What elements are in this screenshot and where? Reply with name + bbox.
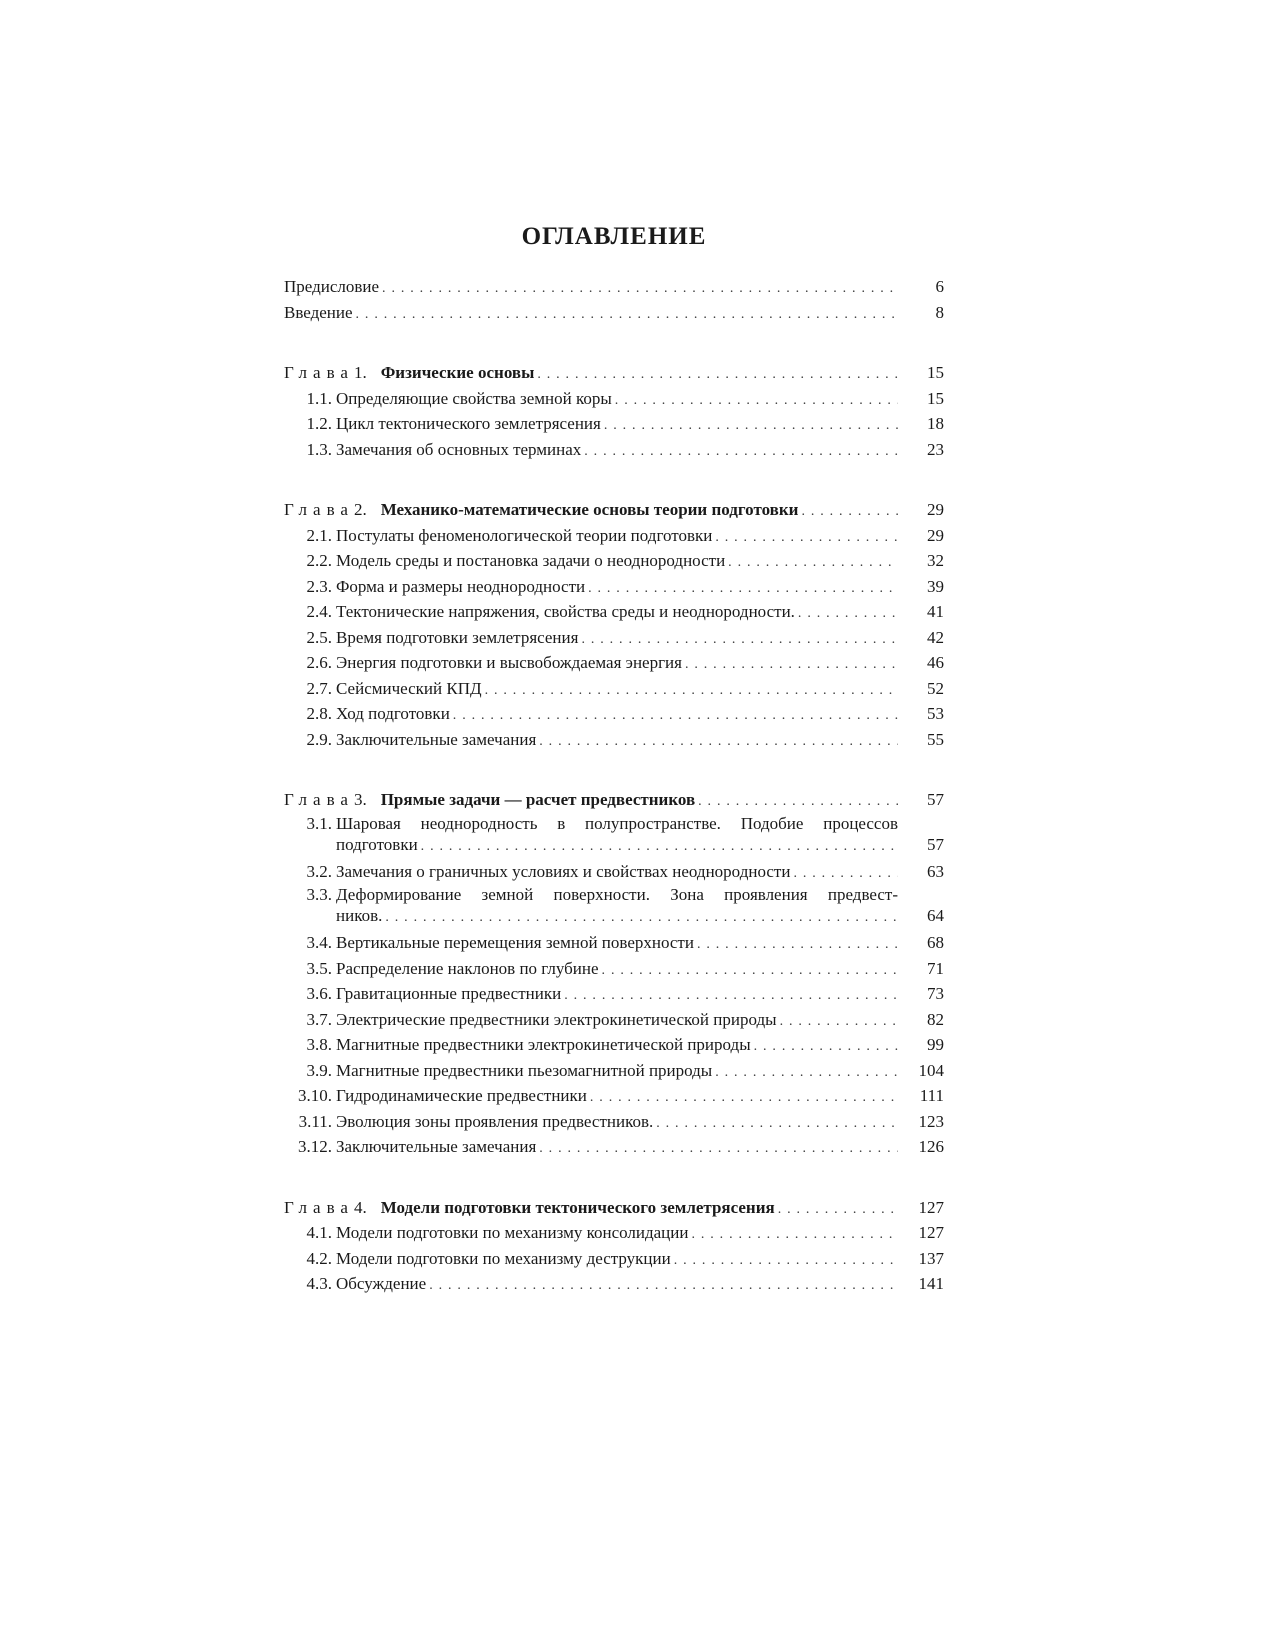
chapter-prefix: Глава xyxy=(284,363,354,382)
section-label-line1: Шаровая неоднородность в полупространстве. Подобие процессов xyxy=(336,813,898,833)
toc-section[interactable] xyxy=(284,727,944,753)
chapter-number: 1. xyxy=(353,363,367,382)
section-label: Замечания об основных терминах xyxy=(336,439,582,459)
section-number: 3.3. xyxy=(306,885,332,904)
entry-page: 29 xyxy=(927,500,944,519)
toc-section[interactable] xyxy=(284,1220,944,1246)
entry-page: 104 xyxy=(918,1060,944,1080)
section-number: 2.1. xyxy=(306,525,332,545)
toc-entry-introduction[interactable] xyxy=(284,300,944,326)
section-number: 3.12. xyxy=(298,1137,332,1156)
section-label-line2: ников. xyxy=(336,906,383,925)
entry-page: 137 xyxy=(918,1248,944,1268)
toc-section[interactable] xyxy=(284,599,944,625)
section-label: Обсуждение xyxy=(336,1274,427,1293)
section-label: Эволюция зоны проявления предвестников. xyxy=(336,1111,654,1131)
section-label: Цикл тектонического землетрясения xyxy=(336,414,601,433)
toc-section[interactable] xyxy=(284,1134,944,1160)
toc-entry-preface[interactable] xyxy=(284,274,944,300)
section-label: Постулаты феноменологической теории подготовки xyxy=(336,525,713,545)
toc-section[interactable] xyxy=(284,981,944,1007)
section-label: Электрические предвестники электрокинетической природы xyxy=(336,1009,777,1029)
section-label: Модель среды и постановка задачи о неоднородности xyxy=(336,551,726,570)
section-number: 2.3. xyxy=(306,576,332,596)
section-number: 1.3. xyxy=(306,439,332,459)
entry-page: 127 xyxy=(918,1197,944,1217)
dot-leader xyxy=(754,1034,898,1060)
section-label: Гидродинамические предвестники xyxy=(336,1086,587,1105)
toc-section[interactable] xyxy=(284,386,944,412)
chapter-title: Прямые задачи — расчет предвестников xyxy=(380,790,696,809)
section-label: Заключительные замечания xyxy=(336,729,537,749)
entry-page: 141 xyxy=(918,1274,944,1293)
toc-section[interactable] xyxy=(284,650,944,676)
dot-leader xyxy=(798,601,898,627)
toc-section[interactable] xyxy=(284,676,944,702)
entry-page: 29 xyxy=(927,525,944,545)
section-number: 3.10. xyxy=(298,1086,332,1105)
entry-page: 64 xyxy=(927,906,944,925)
toc-section[interactable] xyxy=(284,701,944,727)
dot-leader xyxy=(421,836,898,857)
toc-section[interactable] xyxy=(284,548,944,574)
entry-page: 73 xyxy=(927,984,944,1003)
section-label: Энергия подготовки и высвобождаемая энергия xyxy=(336,653,682,672)
entry-page: 46 xyxy=(927,653,944,672)
dot-leader xyxy=(691,1222,898,1248)
toc-section[interactable] xyxy=(284,956,944,982)
toc-section[interactable] xyxy=(284,1083,944,1109)
section-label-line2: подготовки xyxy=(336,834,418,854)
toc-section[interactable] xyxy=(284,1246,944,1272)
entry-page: 55 xyxy=(927,729,944,749)
dot-leader xyxy=(674,1248,898,1274)
dot-leader xyxy=(697,932,898,958)
section-number: 4.3. xyxy=(306,1274,332,1293)
section-number: 2.5. xyxy=(306,627,332,647)
toc-chapter-4[interactable] xyxy=(284,1195,944,1221)
dot-leader xyxy=(801,499,898,525)
section-number: 3.2. xyxy=(306,861,332,881)
section-number: 2.8. xyxy=(306,704,332,723)
entry-page: 57 xyxy=(927,790,944,809)
section-label: Гравитационные предвестники xyxy=(336,984,562,1003)
dot-leader xyxy=(382,276,898,302)
toc-section[interactable] xyxy=(284,625,944,651)
section-number: 3.4. xyxy=(306,933,332,952)
entry-label: Введение xyxy=(284,302,353,322)
entry-page: 23 xyxy=(927,439,944,459)
section-label: Вертикальные перемещения земной поверхности xyxy=(336,933,694,952)
dot-leader xyxy=(564,983,898,1009)
section-label: Модели подготовки по механизму консолидации xyxy=(336,1223,689,1242)
dot-leader xyxy=(590,1085,898,1111)
section-number: 2.4. xyxy=(306,602,332,621)
section-label: Модели подготовки по механизму деструкции xyxy=(336,1248,671,1268)
section-label: Время подготовки землетрясения xyxy=(336,627,579,647)
entry-page: 32 xyxy=(927,551,944,570)
toc-title: ОГЛАВЛЕНИЕ xyxy=(521,223,707,250)
entry-page: 126 xyxy=(918,1137,944,1156)
toc-chapter-2[interactable] xyxy=(284,497,944,523)
dot-leader xyxy=(385,907,898,928)
section-number: 3.1. xyxy=(306,813,332,833)
section-number: 4.1. xyxy=(306,1223,332,1242)
section-label: Распределение наклонов по глубине xyxy=(336,958,599,978)
dot-leader xyxy=(453,703,898,729)
section-number: 2.9. xyxy=(306,729,332,749)
dot-leader xyxy=(685,652,898,678)
entry-page: 52 xyxy=(927,678,944,698)
dot-leader xyxy=(615,388,898,414)
chapter-number: 4. xyxy=(353,1197,367,1217)
chapter-prefix: Глава xyxy=(284,500,354,519)
entry-page: 8 xyxy=(935,302,944,322)
toc-section[interactable] xyxy=(284,574,944,600)
toc-section[interactable] xyxy=(284,523,944,549)
entry-page: 71 xyxy=(927,958,944,978)
dot-leader xyxy=(728,550,898,576)
section-number: 3.7. xyxy=(306,1009,332,1029)
section-number: 3.6. xyxy=(306,984,332,1003)
entry-page: 42 xyxy=(927,627,944,647)
section-label-line1: Деформирование земной поверхности. Зона проявления предвест- xyxy=(336,885,898,904)
entry-page: 127 xyxy=(918,1223,944,1242)
dot-leader xyxy=(429,1273,898,1299)
dot-leader xyxy=(656,1111,898,1137)
toc-section[interactable] xyxy=(284,859,944,885)
dot-leader xyxy=(715,525,898,551)
toc-section[interactable] xyxy=(284,1271,944,1297)
dot-leader xyxy=(539,729,898,755)
dot-leader xyxy=(715,1060,898,1086)
entry-page: 82 xyxy=(927,1009,944,1029)
chapter-number: 2. xyxy=(353,500,367,519)
entry-page: 39 xyxy=(927,576,944,596)
dot-leader xyxy=(604,413,898,439)
section-label: Магнитные предвестники пьезомагнитной природы xyxy=(336,1060,713,1080)
section-label: Замечания о граничных условиях и свойствах неоднородности xyxy=(336,861,791,881)
entry-page: 63 xyxy=(927,861,944,881)
entry-page: 15 xyxy=(927,388,944,408)
toc-section[interactable] xyxy=(284,930,944,956)
section-number: 2.6. xyxy=(306,653,332,672)
entry-page: 6 xyxy=(935,277,944,296)
section-label: Определяющие свойства земной коры xyxy=(336,388,612,408)
dot-leader xyxy=(539,1136,898,1162)
dot-leader xyxy=(602,958,898,984)
dot-leader xyxy=(584,439,898,465)
toc-section[interactable] xyxy=(284,1007,944,1033)
chapter-number: 3. xyxy=(353,790,367,809)
section-number: 3.8. xyxy=(306,1035,332,1054)
toc-chapter-3[interactable] xyxy=(284,787,944,813)
section-label: Форма и размеры неоднородности xyxy=(336,576,586,596)
section-number: 4.2. xyxy=(306,1248,332,1268)
section-label: Ход подготовки xyxy=(336,704,450,723)
toc-section[interactable] xyxy=(284,1109,944,1135)
dot-leader xyxy=(778,1197,898,1223)
section-number: 3.11. xyxy=(298,1111,332,1131)
section-label: Магнитные предвестники электрокинетической природы xyxy=(336,1035,751,1054)
dot-leader xyxy=(588,576,898,602)
dot-leader xyxy=(356,302,898,328)
chapter-prefix: Глава xyxy=(284,790,354,809)
chapter-title: Модели подготовки тектонического землетрясения xyxy=(380,1197,775,1217)
toc-section[interactable] xyxy=(284,1032,944,1058)
entry-page: 53 xyxy=(927,704,944,723)
section-number: 3.5. xyxy=(306,958,332,978)
section-label: Заключительные замечания xyxy=(336,1137,537,1156)
entry-page: 99 xyxy=(927,1035,944,1054)
toc-section[interactable] xyxy=(284,1058,944,1084)
toc-section[interactable] xyxy=(284,437,944,463)
dot-leader xyxy=(780,1009,898,1035)
dot-leader xyxy=(485,678,898,704)
entry-page: 18 xyxy=(927,414,944,433)
entry-page: 111 xyxy=(919,1086,944,1105)
section-number: 1.2. xyxy=(306,414,332,433)
section-number: 1.1. xyxy=(306,388,332,408)
entry-page: 41 xyxy=(927,602,944,621)
chapter-prefix: Глава xyxy=(284,1197,354,1217)
entry-label: Предисловие xyxy=(284,277,380,296)
chapter-title: Механико-математические основы теории подготовки xyxy=(380,500,799,519)
section-label: Тектонические напряжения, свойства среды и неоднородности. xyxy=(336,602,795,621)
dot-leader xyxy=(537,362,898,388)
toc-section[interactable] xyxy=(284,411,944,437)
table-of-contents xyxy=(284,222,944,1297)
section-number: 2.2. xyxy=(306,551,332,570)
toc-section-multiline[interactable] xyxy=(284,884,944,930)
dot-leader xyxy=(793,861,898,887)
entry-page: 68 xyxy=(927,933,944,952)
toc-chapter-1[interactable] xyxy=(284,360,944,386)
section-number: 3.9. xyxy=(306,1060,332,1080)
entry-page: 123 xyxy=(918,1111,944,1131)
section-label: Сейсмический КПД xyxy=(336,678,482,698)
dot-leader xyxy=(698,789,898,815)
entry-page: 57 xyxy=(927,834,944,854)
dot-leader xyxy=(581,627,898,653)
section-number: 2.7. xyxy=(306,678,332,698)
toc-section-multiline[interactable] xyxy=(284,813,944,859)
entry-page: 15 xyxy=(927,363,944,382)
chapter-title: Физические основы xyxy=(380,363,535,382)
